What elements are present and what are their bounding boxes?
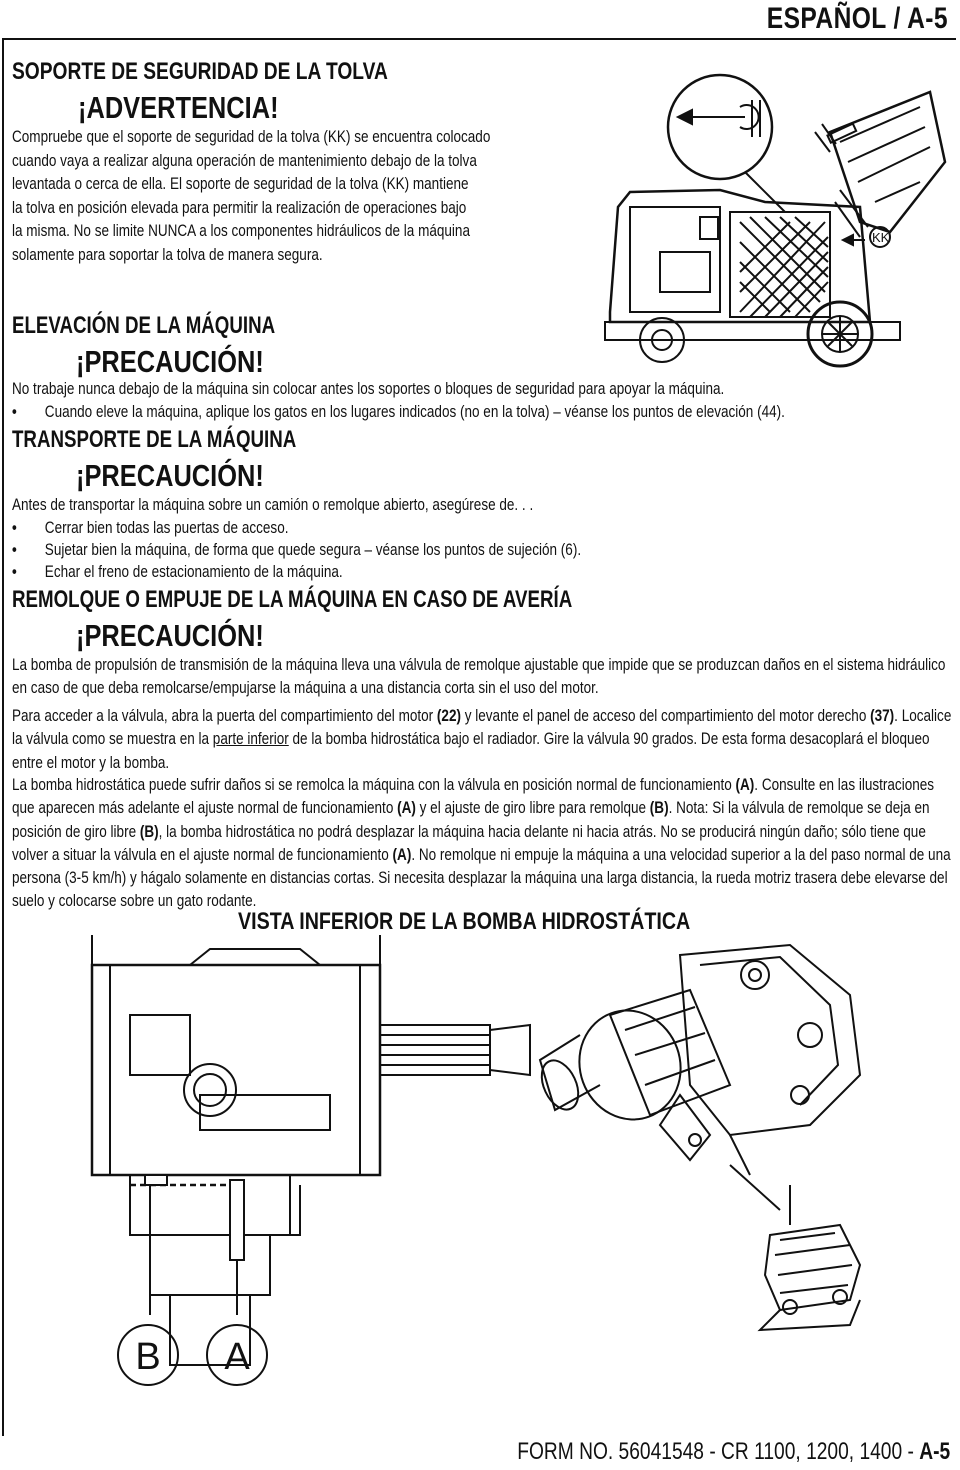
tolva-text bbox=[12, 126, 490, 267]
label-a: A bbox=[224, 1336, 250, 1378]
tolva-line: la misma. No se limite NUNCA a los componentes hidráulicos de la máquina bbox=[12, 222, 470, 240]
tolva-line: cuando vaya a realizar alguna operación de mantenimiento debajo de la tolva bbox=[12, 151, 477, 170]
tolva-line: la tolva en posición elevada para permitir la realización de operaciones bajo bbox=[12, 198, 467, 217]
remolque-paragraph-1: La bomba de propulsión de transmisión de la máquina lleva una válvula de remolque ajustable que impide que se produzcan daños en el sistema hidráulico en caso de que deba remolcarse/empujarse la máquina a una distancia corta sin el uso del motor. bbox=[12, 656, 946, 698]
heading-remolque: REMOLQUE O EMPUJE DE LA MÁQUINA EN CASO DE AVERÍA bbox=[12, 586, 573, 613]
heading-tolva: SOPORTE DE SEGURIDAD DE LA TOLVA bbox=[12, 58, 388, 85]
transporte-intro: Antes de transportar la máquina sobre un camión o remolque abierto, asegúrese de. . . bbox=[12, 496, 534, 514]
page-header: ESPAÑOL / A-5 bbox=[766, 2, 948, 35]
label-b: B bbox=[135, 1336, 161, 1378]
tolva-line: levantada o cerca de ella. El soporte de seguridad de la tolva (KK) mantiene bbox=[12, 175, 469, 193]
tolva-line: solamente para soportar la tolva de manera segura. bbox=[12, 245, 323, 264]
transporte-bullets bbox=[12, 517, 581, 583]
alert-precaucion-transporte: ¡PRECAUCIÓN! bbox=[76, 458, 264, 493]
transporte-bullet: • Cerrar bien todas las puertas de acceso. bbox=[12, 519, 289, 537]
alert-precaucion-remolque: ¡PRECAUCIÓN! bbox=[76, 618, 264, 653]
hydrostatic-pump-illustration bbox=[90, 935, 880, 1435]
footer-form: FORM NO. 56041548 - CR 1100, 1200, 1400 - bbox=[517, 1438, 920, 1465]
kk-callout: KK bbox=[872, 230, 890, 245]
heading-transporte: TRANSPORTE DE LA MÁQUINA bbox=[12, 426, 297, 453]
heading-elevacion: ELEVACIÓN DE LA MÁQUINA bbox=[12, 312, 276, 339]
footer bbox=[517, 1438, 950, 1466]
figure-title: VISTA INFERIOR DE LA BOMBA HIDROSTÁTICA bbox=[238, 908, 691, 935]
remolque-paragraph-2: Para acceder a la válvula, abra la puerta del compartimiento del motor (22) y levante el panel de acceso del compartimiento del motor derecho (37). Localice la válvula como se muestra en la parte inferior de la bomba hidrostática bajo el radiador. Gire la válvula 90 grados. De esta forma desacoplará el bloqueo entre el motor y la bomba. bbox=[12, 707, 952, 772]
remolque-paragraph-3: La bomba hidrostática puede sufrir daños si se remolca la máquina con la válvula en posición normal de funcionamiento (A). Consulte en las ilustraciones que aparecen más adelante el ajuste normal de funcionamiento (A) y el ajuste de giro libre para remolque (B). Nota: Si la válvula de remolque se deja en posición de giro libre (B), la bomba hidrostática no podrá desplazar la máquina hacia delante ni hacia atrás. No se producirá ningún daño; sólo tiene que volver a situar la válvula en el ajuste normal de funcionamiento (A). No remolque ni empuje la máquina a una velocidad superior a la del paso normal de una persona (3-5 km/h) y hágalo solamente en distancias cortas. Si necesita desplazar la máquina una larga distancia, la rueda motriz trasera debe elevarse del suelo y colocarse sobre un gato rodante. bbox=[12, 776, 951, 911]
footer-page: A-5 bbox=[919, 1438, 950, 1465]
alert-advertencia: ¡ADVERTENCIA! bbox=[78, 90, 279, 125]
bullet-text: Cuando eleve la máquina, aplique los gatos en los lugares indicados (no en la tolva) – véanse los puntos de elevación (44). bbox=[44, 403, 785, 421]
elevacion-bullet: • Cuando eleve la máquina, aplique los gatos en los lugares indicados (no en la tolva) – véanse los puntos de elevación (44). bbox=[12, 403, 785, 421]
elevacion-intro: No trabaje nunca debajo de la máquina sin colocar antes los soportes o bloques de seguridad para apoyar la máquina. bbox=[12, 380, 725, 398]
alert-precaucion-elevacion: ¡PRECAUCIÓN! bbox=[76, 344, 264, 379]
tolva-line: Compruebe que el soporte de seguridad de la tolva (KK) se encuentra colocado bbox=[12, 128, 491, 146]
transporte-bullet: • Echar el freno de estacionamiento de la máquina. bbox=[12, 563, 343, 581]
machine-hopper-illustration bbox=[600, 72, 950, 372]
transporte-bullet: • Sujetar bien la máquina, de forma que quede segura – véanse los puntos de sujeción (6). bbox=[12, 541, 582, 559]
